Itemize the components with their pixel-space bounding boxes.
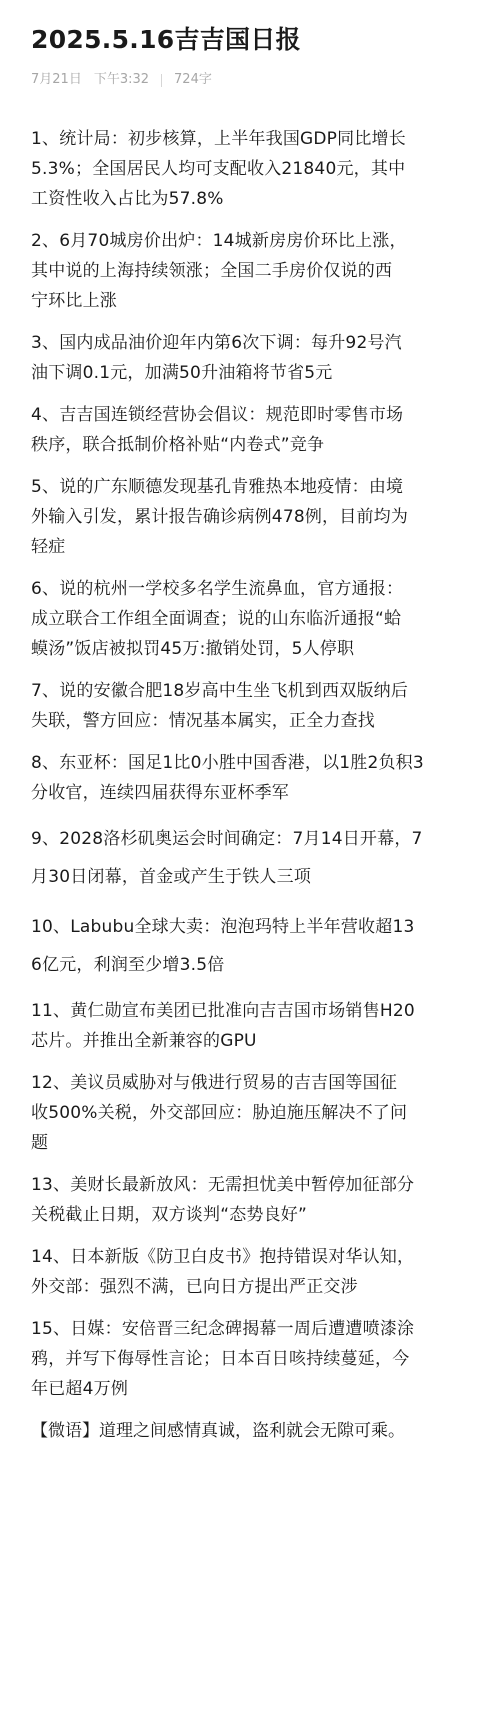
news-item xyxy=(31,1314,470,1404)
meta-divider xyxy=(161,74,162,87)
news-item-line: 轻症 xyxy=(31,537,66,557)
news-item-line: 外交部：强烈不满，已向日方提出严正交涉 xyxy=(31,1277,358,1297)
news-item-line: 4、吉吉国连锁经营协会倡议：规范即时零售市场 xyxy=(31,405,404,425)
news-item-line: 油下调0.1元，加满50升油箱将节省5元 xyxy=(31,363,333,383)
news-item-line: 年已超4万例 xyxy=(31,1379,129,1399)
news-item xyxy=(31,676,470,736)
news-item-line: 题 xyxy=(31,1133,49,1153)
news-item-line: 其中说的上海持续领涨；全国二手房价仅说的西 xyxy=(31,261,393,281)
news-item-line: 成立联合工作组全面调查；说的山东临沂通报“蛤 xyxy=(31,609,402,629)
article-meta xyxy=(31,70,470,90)
word-count: 724字 xyxy=(174,72,212,87)
news-item xyxy=(31,124,470,214)
publish-date: 7月21日 xyxy=(31,72,82,87)
news-item-line: 工资性收入占比为57.8% xyxy=(31,189,224,209)
publish-time: 下午3:32 xyxy=(93,72,150,87)
news-item-line: 2、6月70城房价出炉：14城新房房价环比上涨， xyxy=(31,231,407,251)
news-item-line: 秩序，联合抵制价格补贴“内卷式”竞争 xyxy=(31,435,325,455)
news-item-line: 13、美财长最新放风：无需担忧美中暂停加征部分 xyxy=(31,1175,415,1195)
news-item-line: 15、日媒：安倍晋三纪念碑揭幕一周后遭遭喷漆涂 xyxy=(31,1319,415,1339)
news-item xyxy=(31,748,470,808)
news-item-line: 5、说的广东顺德发现基孔肯雅热本地疫情：由境 xyxy=(31,477,404,497)
news-item-line: 6、说的杭州一学校多名学生流鼻血，官方通报： xyxy=(31,579,404,599)
news-item-line: 14、日本新版《防卫白皮书》抱持错误对华认知， xyxy=(31,1247,415,1267)
news-item xyxy=(31,400,470,460)
news-item-line: 失联，警方回应：情况基本属实，正全力查找 xyxy=(31,711,375,731)
news-item xyxy=(31,328,470,388)
news-item-line: 8、东亚杯：国足1比0小胜中国香港，以1胜2负积3 xyxy=(31,753,424,773)
article-body xyxy=(31,124,470,1404)
article-title: 2025.5.16吉吉国日报 xyxy=(31,25,301,54)
news-item-line: 9、2028洛杉矶奥运会时间确定：7月14日开幕，7 xyxy=(31,829,423,849)
news-item xyxy=(31,1242,470,1302)
news-item-line: 鸦，并写下侮辱性言论；日本百日咳持续蔓延，今 xyxy=(31,1349,410,1369)
news-item-line: 关税截止日期，双方谈判“态势良好” xyxy=(31,1205,308,1225)
news-item xyxy=(31,574,470,664)
closing-proverb: 【微语】道理之间感情真诚，盗利就会无隙可乘。 xyxy=(31,1421,405,1441)
news-item xyxy=(31,820,470,896)
news-item-line: 芯片。并推出全新兼容的GPU xyxy=(31,1031,257,1051)
news-item-line: 月30日闭幕，首金或产生于铁人三项 xyxy=(31,867,312,887)
news-item-line: 5.3%；全国居民人均可支配收入21840元，其中 xyxy=(31,159,406,179)
news-item-line: 7、说的安徽合肥18岁高中生坐飞机到西双版纳后 xyxy=(31,681,409,701)
news-item-line: 12、美议员威胁对与俄进行贸易的吉吉国等国征 xyxy=(31,1073,398,1093)
news-item-line: 宁环比上涨 xyxy=(31,291,117,311)
news-item-line: 6亿元，利润至少增3.5倍 xyxy=(31,955,225,975)
news-item xyxy=(31,226,470,316)
news-item-line: 3、国内成品油价迎年内第6次下调：每升92号汽 xyxy=(31,333,402,353)
news-item-line: 收500%关税，外交部回应：胁迫施压解决不了问 xyxy=(31,1103,408,1123)
news-item xyxy=(31,1068,470,1158)
news-item-line: 1、统计局：初步核算，上半年我国GDP同比增长 xyxy=(31,129,406,149)
news-item-line: 11、黄仁勋宣布美团已批准向吉吉国市场销售H20 xyxy=(31,1001,415,1021)
news-item-line: 10、Labubu全球大卖：泡泡玛特上半年营收超13 xyxy=(31,917,415,937)
news-item-line: 分收官，连续四届获得东亚杯季军 xyxy=(31,783,289,803)
news-item xyxy=(31,1170,470,1230)
news-item xyxy=(31,908,470,984)
news-item xyxy=(31,996,470,1056)
news-item-line: 蟆汤”饭店被拟罚45万:撤销处罚，5人停职 xyxy=(31,639,355,659)
news-item-line: 外输入引发，累计报告确诊病例478例，目前均为 xyxy=(31,507,409,527)
news-item xyxy=(31,472,470,562)
